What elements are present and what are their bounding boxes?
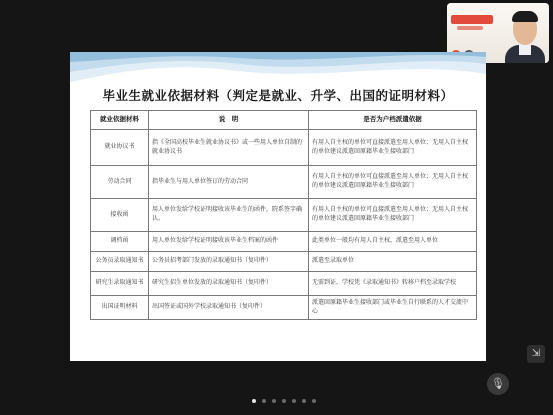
- page-dot[interactable]: [282, 399, 286, 403]
- page-dot[interactable]: [312, 399, 316, 403]
- cell-material: 调档函: [91, 232, 149, 252]
- presenter-collar: [519, 45, 531, 55]
- cell-dispatch: 此类单位一般均有用人自主权，派遣至用人单位: [309, 232, 477, 252]
- table-row: [91, 252, 477, 272]
- table-row: [91, 166, 477, 199]
- page-dot[interactable]: [302, 399, 306, 403]
- cell-material: 研究生录取通知书: [91, 272, 149, 296]
- cell-dispatch: 无需到证，学校凭《录取通知书》转移户档至录取学校: [309, 272, 477, 296]
- cell-description: 出国签证或国外学校录取通知书（复印件）: [149, 296, 309, 320]
- page-dot[interactable]: [262, 399, 266, 403]
- cell-description: 用人单位发给学校证明接收该毕业生档案的函件: [149, 232, 309, 252]
- page-dot[interactable]: [292, 399, 296, 403]
- cell-dispatch: 派遣至录取单位: [309, 252, 477, 272]
- cell-description: 用人单位发给学校证明接收该毕业生的函件，院系签字确认。: [149, 199, 309, 232]
- cell-material: 就业协议书: [91, 130, 149, 166]
- shared-slide: [70, 52, 486, 361]
- cell-material: 劳动合同: [91, 166, 149, 199]
- page-indicator[interactable]: [252, 399, 316, 405]
- header-dispatch-basis: 是否为户档派遣依据: [309, 111, 477, 130]
- table-row: [91, 199, 477, 232]
- presenter-hair: [512, 11, 538, 22]
- cell-description: 研究生招生单位发放的录取通知书（复印件）: [149, 272, 309, 296]
- page-dot[interactable]: [252, 399, 256, 403]
- cell-description: 指毕业生与用人单位签订的劳动合同: [149, 166, 309, 199]
- cell-dispatch: 有用人自主权的单位可直接派遣至用人单位；无用人自主权的单位建议派遣回原籍毕业生接收部门: [309, 166, 477, 199]
- microphone-icon[interactable]: 🎙: [487, 373, 509, 395]
- header-material: 就业依据材料: [91, 111, 149, 130]
- table-row: [91, 232, 477, 252]
- cell-description: 指《全国高校毕业生就业协议书》或一些用人单位自制的就业协议书: [149, 130, 309, 166]
- wall-sign-sub: [457, 26, 483, 30]
- exit-fullscreen-icon[interactable]: ⇲: [527, 345, 545, 363]
- header-description: 说 明: [149, 111, 309, 130]
- cell-description: 公务员招考部门发放的录取通知书（复印件）: [149, 252, 309, 272]
- materials-table: [90, 110, 477, 320]
- table-row: [91, 130, 477, 166]
- cell-dispatch: 派遣回原籍毕业生接收部门或毕业生自行联系的人才交流中心: [309, 296, 477, 320]
- table-row: [91, 272, 477, 296]
- slide-title: 毕业生就业依据材料（判定是就业、升学、出国的证明材料）: [102, 88, 454, 103]
- table-row: [91, 296, 477, 320]
- cell-material: 公务员录取通知书: [91, 252, 149, 272]
- cell-dispatch: 有用人自主权的单位可直接派遣至用人单位；无用人自主权的单位建议派遣回原籍毕业生接收部门: [309, 130, 477, 166]
- cell-material: 出国证明材料: [91, 296, 149, 320]
- wall-sign: [451, 15, 493, 24]
- page-dot[interactable]: [272, 399, 276, 403]
- cell-dispatch: 有用人自主权的单位可直接派遣至用人单位；无用人自主权的单位建议派遣回原籍毕业生接收部门: [309, 199, 477, 232]
- table-header-row: [91, 111, 477, 130]
- cell-material: 接收函: [91, 199, 149, 232]
